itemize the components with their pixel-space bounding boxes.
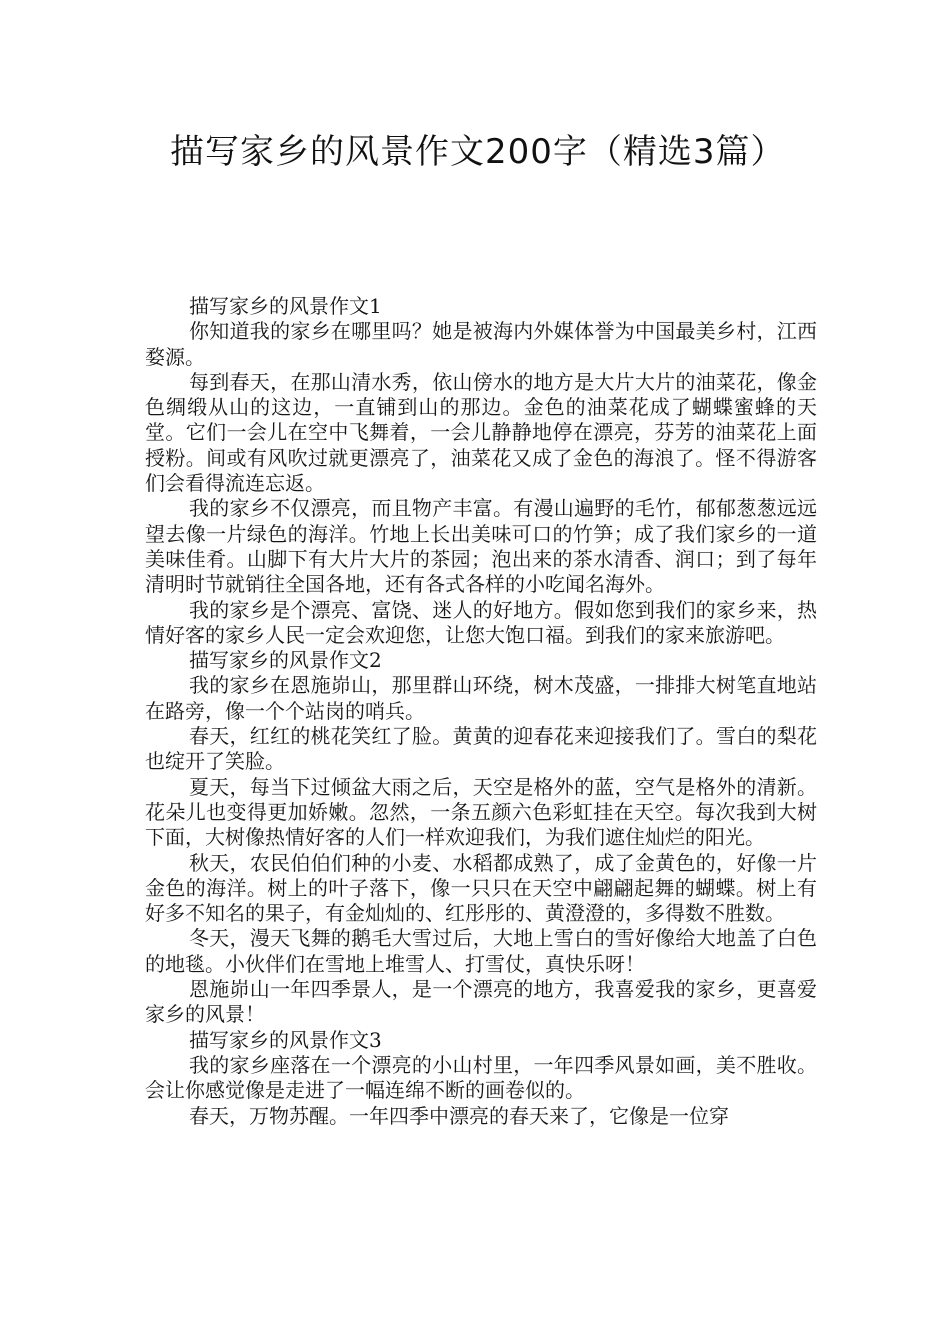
paragraph: 恩施峁山一年四季景人，是一个漂亮的地方，我喜爱我的家乡，更喜爱家乡的风景！ <box>145 977 817 1027</box>
paragraph: 夏天，每当下过倾盆大雨之后，天空是格外的蓝，空气是格外的清新。花朵儿也变得更加娇嫩。忽然，一条五颜六色彩虹挂在天空。每次我到大树下面，大树像热情好客的人们一样欢迎我们，为我们遮住灿烂的阳光。 <box>145 774 817 850</box>
paragraph: 我的家乡座落在一个漂亮的小山村里，一年四季风景如画，美不胜收。会让你感觉像是走进了一幅连绵不断的画卷似的。 <box>145 1052 817 1103</box>
paragraph: 每到春天，在那山清水秀，依山傍水的地方是大片大片的油菜花，像金色绸缎从山的这边，一直铺到山的那边。金色的油菜花成了蝴蝶蜜蜂的天堂。它们一会儿在空中飞舞着，一会儿静静地停在漂亮，芬芳的油菜花上面授粉。间或有风吹过就更漂亮了，油菜花又成了金色的海浪了。怪不得游客们会看得流连忘返。 <box>145 369 817 496</box>
paragraph: 冬天，漫天飞舞的鹅毛大雪过后，大地上雪白的雪好像给大地盖了白色的地毯。小伙伴们在雪地上堆雪人、打雪仗，真快乐呀！ <box>145 926 817 976</box>
paragraph: 春天，万物苏醒。一年四季中漂亮的春天来了，它像是一位穿 <box>189 1103 729 1128</box>
paragraph: 你知道我的家乡在哪里吗？她是被海内外媒体誉为中国最美乡村，江西婺源。 <box>145 319 817 369</box>
section-heading-2: 描写家乡的风景作文2 <box>189 648 382 673</box>
paragraph: 我的家乡是个漂亮、富饶、迷人的好地方。假如您到我们的家乡来，热情好客的家乡人民一定会欢迎您，让您大饱口福。到我们的家来旅游吧。 <box>145 597 817 647</box>
section-heading-3: 描写家乡的风景作文3 <box>189 1027 382 1052</box>
document-body <box>145 294 817 1129</box>
paragraph: 秋天，农民伯伯们种的小麦、水稻都成熟了，成了金黄色的，好像一片金色的海洋。树上的叶子落下，像一只只在天空中翩翩起舞的蝴蝶。树上有好多不知名的果子，有金灿灿的、红彤彤的、黄澄澄的，多得数不胜数。 <box>145 850 817 926</box>
paragraph: 春天，红红的桃花笑红了脸。黄黄的迎春花来迎接我们了。雪白的梨花也绽开了笑脸。 <box>145 724 817 774</box>
document-title: 描写家乡的风景作文200字（精选3篇） <box>170 132 786 172</box>
paragraph: 我的家乡不仅漂亮，而且物产丰富。有漫山遍野的毛竹，郁郁葱葱远远望去像一片绿色的海洋。竹地上长出美味可口的竹笋；成了我们家乡的一道美味佳肴。山脚下有大片大片的茶园；泡出来的茶水清香、润口；到了每年清明时节就销往全国各地，还有各式各样的小吃闻名海外。 <box>145 496 817 597</box>
paragraph: 我的家乡在恩施峁山，那里群山环绕，树木茂盛，一排排大树笔直地站在路旁，像一个个站岗的哨兵。 <box>145 673 817 723</box>
section-heading-1: 描写家乡的风景作文1 <box>189 294 382 318</box>
